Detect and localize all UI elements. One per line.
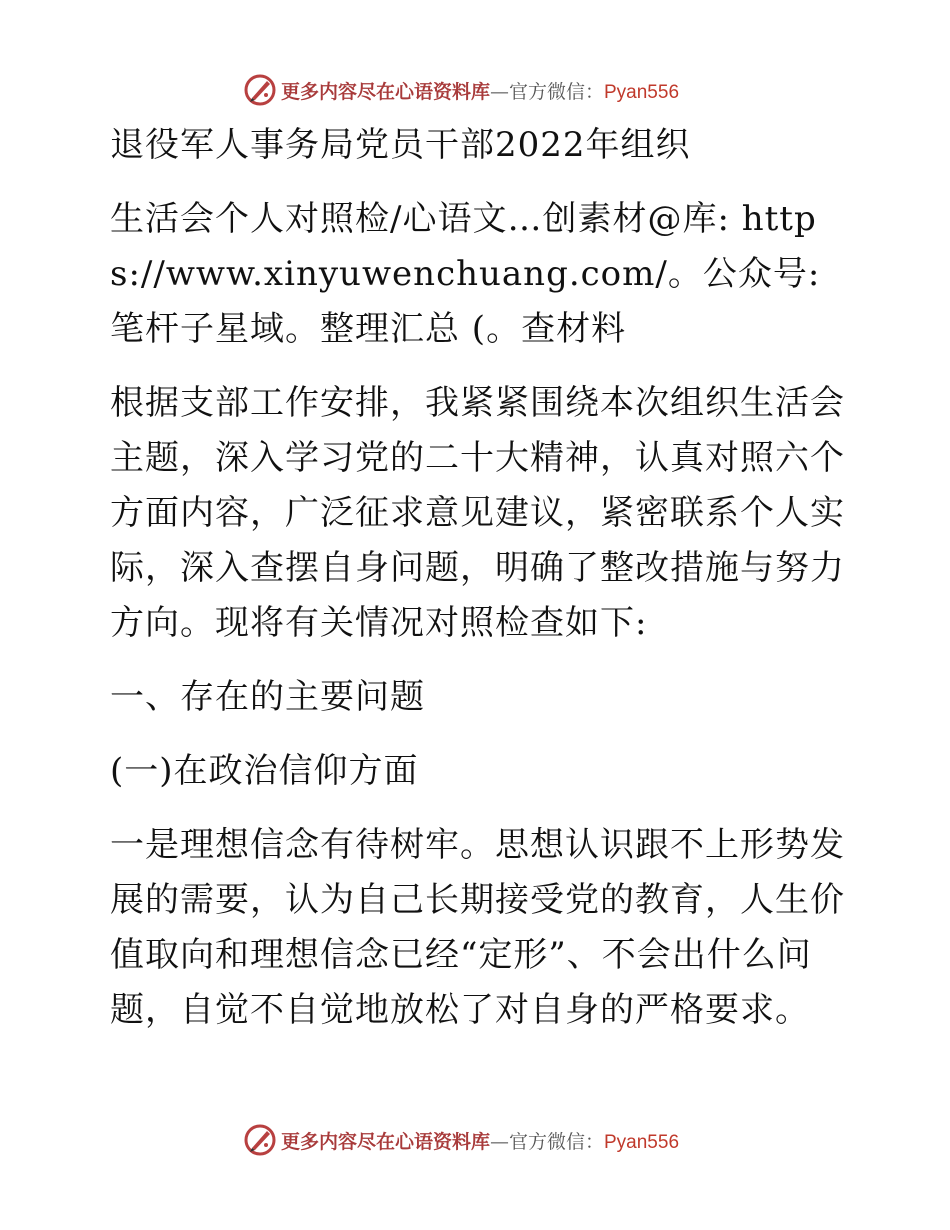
banner-wechat-label: 官方微信： [508,1130,604,1153]
document-title-line-1: 退役军人事务局党员干部2022年组织 [110,125,691,165]
banner-separator: — [489,80,509,103]
quill-pen-logo-icon [243,73,277,107]
intro-paragraph: 根据支部工作安排，我紧紧围绕本次组织生活会主题，深入学习党的二十大精神，认真对照六个方面内容，广泛征求意见建议，紧密联系个人实际，深入查摆自身问题，明确了整改措施与努力方向。现将有关情况对照检查如下: [110,383,845,643]
header-watermark-banner [0,70,950,110]
banner-wechat-id: Pyan556 [604,81,680,103]
banner-site-name: 更多内容尽在心语资料库 [280,80,490,103]
banner-wechat-id: Pyan556 [604,1131,680,1153]
banner-separator: — [489,1130,509,1153]
section-heading-problems: 一、存在的主要问题 [110,677,425,717]
document-title-line-2: 生活会个人对照检/心语文…创素材@库: https://www.xinyuwenchuang.com/。公众号: 笔杆子星域。整理汇总 (。查材料 [110,199,821,349]
footer-watermark-banner [0,1120,950,1160]
banner-wechat-label: 官方微信： [508,80,604,103]
banner-site-name: 更多内容尽在心语资料库 [280,1130,490,1153]
subsection-heading-political-belief: (一)在政治信仰方面 [110,751,419,791]
point-paragraph-1: 一是理想信念有待树牢。思想认识跟不上形势发展的需要，认为自己长期接受党的教育，人生价值取向和理想信念已经“定形”、不会出什么问题，自觉不自觉地放松了对自身的严格要求。 [110,825,845,1030]
quill-pen-logo-icon [243,1123,277,1157]
document-body [98,118,858,1038]
